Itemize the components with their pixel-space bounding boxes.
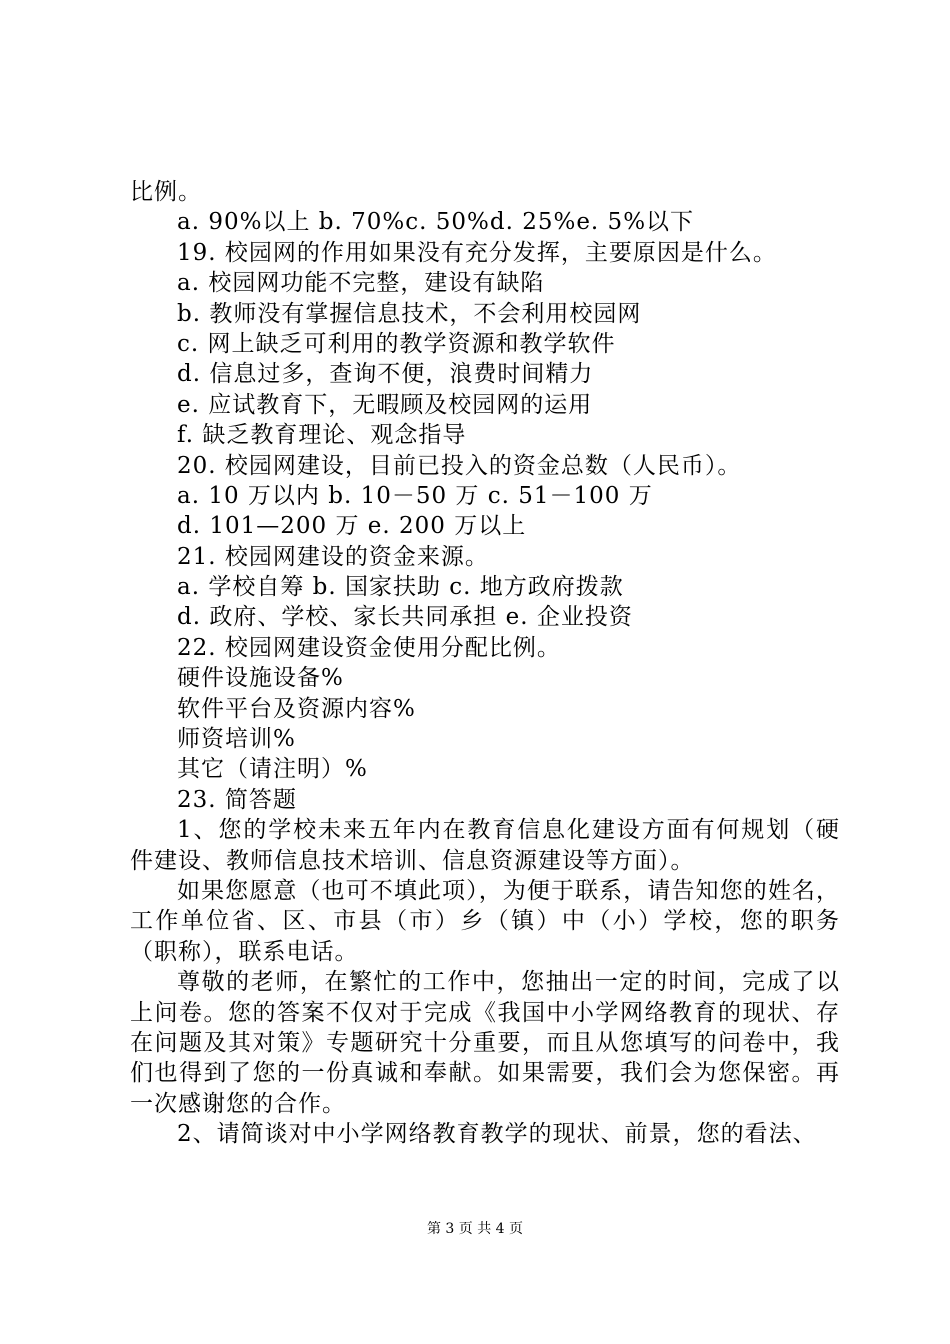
allocation-item: 软件平台及资源内容%	[177, 695, 416, 722]
question-19: 19. 校园网的作用如果没有充分发挥，主要原因是什么。	[177, 239, 777, 266]
allocation-item: 其它（请注明）%	[177, 756, 368, 783]
text-line: a. 90%以上 b. 70%c. 50%d. 25%e. 5%以下	[177, 209, 695, 236]
option-line: d. 信息过多，查询不便，浪费时间精力	[177, 361, 594, 388]
question-21: 21. 校园网建设的资金来源。	[177, 543, 489, 570]
paragraph: 如果您愿意（也可不填此项），为便于联系，请告知您的姓名，工作单位省、区、市县（市）乡（镇）中（小）学校，您的职务（职称），联系电话。	[130, 878, 840, 965]
document-body	[130, 177, 840, 1150]
allocation-item: 师资培训%	[177, 726, 296, 753]
option-line: a. 学校自筹 b. 国家扶助 c. 地方政府拨款	[177, 574, 624, 601]
option-line: a. 校园网功能不完整，建设有缺陷	[177, 270, 545, 297]
option-line: b. 教师没有掌握信息技术，不会利用校园网	[177, 300, 642, 327]
paragraph: 2、请简谈对中小学网络教育教学的现状、前景，您的看法、	[177, 1121, 817, 1148]
paragraph: 尊敬的老师，在繁忙的工作中，您抽出一定的时间，完成了以上问卷。您的答案不仅对于完成《我国中小学网络教育的现状、存在问题及其对策》专题研究十分重要，而且从您填写的问卷中，我们也得到了您的一份真诚和奉献。如果需要，我们会为您保密。再一次感谢您的合作。	[130, 969, 840, 1117]
text-line: 比例。	[130, 179, 202, 205]
allocation-item: 硬件设施设备%	[177, 665, 344, 692]
question-22: 22. 校园网建设资金使用分配比例。	[177, 634, 561, 661]
option-line: f. 缺乏教育理论、观念指导	[177, 422, 467, 449]
option-line: d. 政府、学校、家长共同承担 e. 企业投资	[177, 604, 633, 631]
option-line: a. 10 万以内 b. 10－50 万 c. 51－100 万	[177, 482, 653, 509]
question-23: 23. 简答题	[177, 786, 297, 813]
question-20: 20. 校园网建设，目前已投入的资金总数（人民币）。	[177, 452, 742, 479]
option-line: c. 网上缺乏可利用的教学资源和教学软件	[177, 330, 616, 357]
paragraph: 1、您的学校未来五年内在教育信息化建设方面有何规划（硬件建设、教师信息技术培训、信息资源建设等方面）。	[130, 817, 840, 874]
option-line: e. 应试教育下，无暇顾及校园网的运用	[177, 391, 593, 418]
option-line: d. 101—200 万 e. 200 万以上	[177, 513, 527, 540]
page-footer: 第 3 页 共 4 页	[426, 1221, 524, 1237]
